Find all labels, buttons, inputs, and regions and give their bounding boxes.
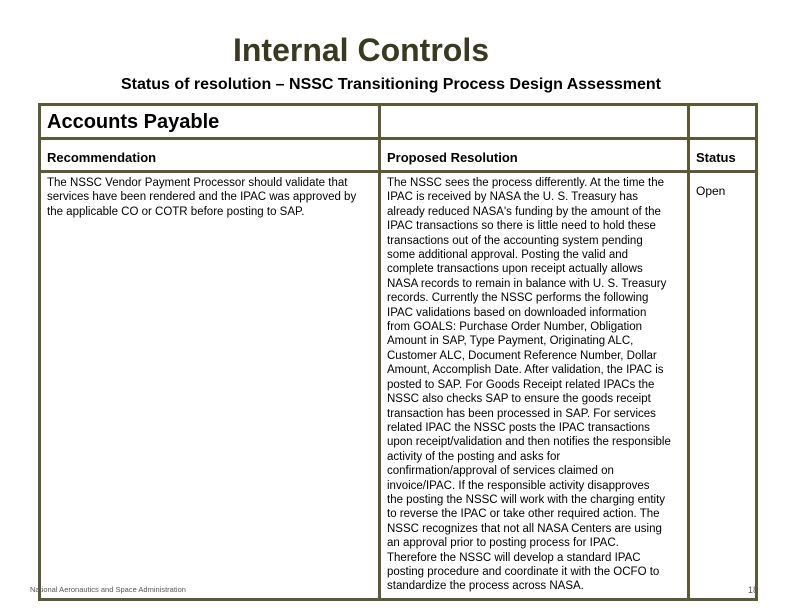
column-header-proposed-resolution: Proposed Resolution [387, 150, 518, 165]
text-line: IPAC transactions so there is little need to hold these [387, 220, 656, 233]
row-divider [41, 137, 755, 140]
text-line: the applicable CO or COTR before posting to SAP. [47, 205, 305, 218]
section-heading: Accounts Payable [47, 111, 220, 133]
text-line: from GOALS: Purchase Order Number, Obligation [387, 321, 643, 334]
recommendation-cell [47, 176, 356, 219]
text-line: NASA records to remain in balance with U. S. Treasury [387, 277, 667, 290]
text-line: The NSSC Vendor Payment Processor should validate that [47, 177, 348, 189]
text-line: upon receipt/validation and then notifies the responsible [387, 436, 671, 449]
column-header-status: Status [696, 150, 736, 165]
text-line: confirmation/approval of services claimed on [387, 465, 614, 478]
column-divider [687, 106, 690, 598]
row-divider [41, 170, 755, 173]
text-line: standardize the process across NASA. [387, 580, 584, 593]
text-line: Customer ALC, Document Reference Number, Dollar [387, 349, 657, 362]
text-line: Amount in SAP, Type Payment, Originating ALC, [387, 335, 634, 348]
text-line: some additional approval. Posting the valid and [387, 249, 629, 262]
text-line: complete transactions upon receipt actually allows [387, 263, 643, 276]
text-line: transaction has been processed in SAP. For services [387, 407, 656, 420]
status-cell: Open [696, 184, 726, 198]
footer-organization: National Aeronautics and Space Administration [30, 585, 186, 594]
text-line: services have been rendered and the IPAC was approved by [47, 191, 357, 204]
text-line: posted to SAP. For Goods Receipt related IPACs the [387, 378, 655, 391]
text-line: already reduced NASA's funding by the amount of the [387, 205, 661, 218]
text-line: NSSC also checks SAP to ensure the goods receipt [387, 393, 651, 406]
column-header-recommendation: Recommendation [47, 150, 157, 165]
page-title: Internal Controls [232, 32, 489, 68]
text-line: to reverse the IPAC or take other required action. The [387, 508, 660, 521]
text-line: Amount, Accomplish Date. After validation, the IPAC is [387, 364, 664, 377]
text-line: invoice/IPAC. If the responsible activity disapproves [387, 479, 650, 492]
text-line: IPAC validations based on downloaded information [387, 306, 647, 319]
column-divider [378, 106, 381, 598]
page-number: 18 [748, 585, 759, 595]
text-line: IPAC is received by NASA the U. S. Treasury has [387, 191, 638, 204]
text-line: NSSC recognizes that not all NASA Centers are using [387, 522, 662, 535]
page-subtitle: Status of resolution – NSSC Transitioning Process Design Assessment [121, 76, 661, 93]
text-line: posting procedure and coordinate it with the OCFO to [387, 565, 660, 578]
text-line: The NSSC sees the process differently. At the time the [387, 177, 664, 189]
text-line: activity of the posting and asks for [387, 450, 561, 463]
text-line: an approval prior to posting process for IPAC. [387, 537, 619, 550]
text-line: transactions out of the accounting system pending [387, 234, 643, 247]
text-line: related IPAC the NSSC posts the IPAC transactions [387, 421, 650, 434]
text-line: records. Currently the NSSC performs the following [387, 292, 649, 305]
text-line: Therefore the NSSC will develop a standard IPAC [387, 551, 641, 564]
proposed-resolution-cell [387, 176, 671, 594]
text-line: the posting the NSSC will work with the charging entity [387, 493, 666, 506]
controls-table [38, 103, 758, 601]
